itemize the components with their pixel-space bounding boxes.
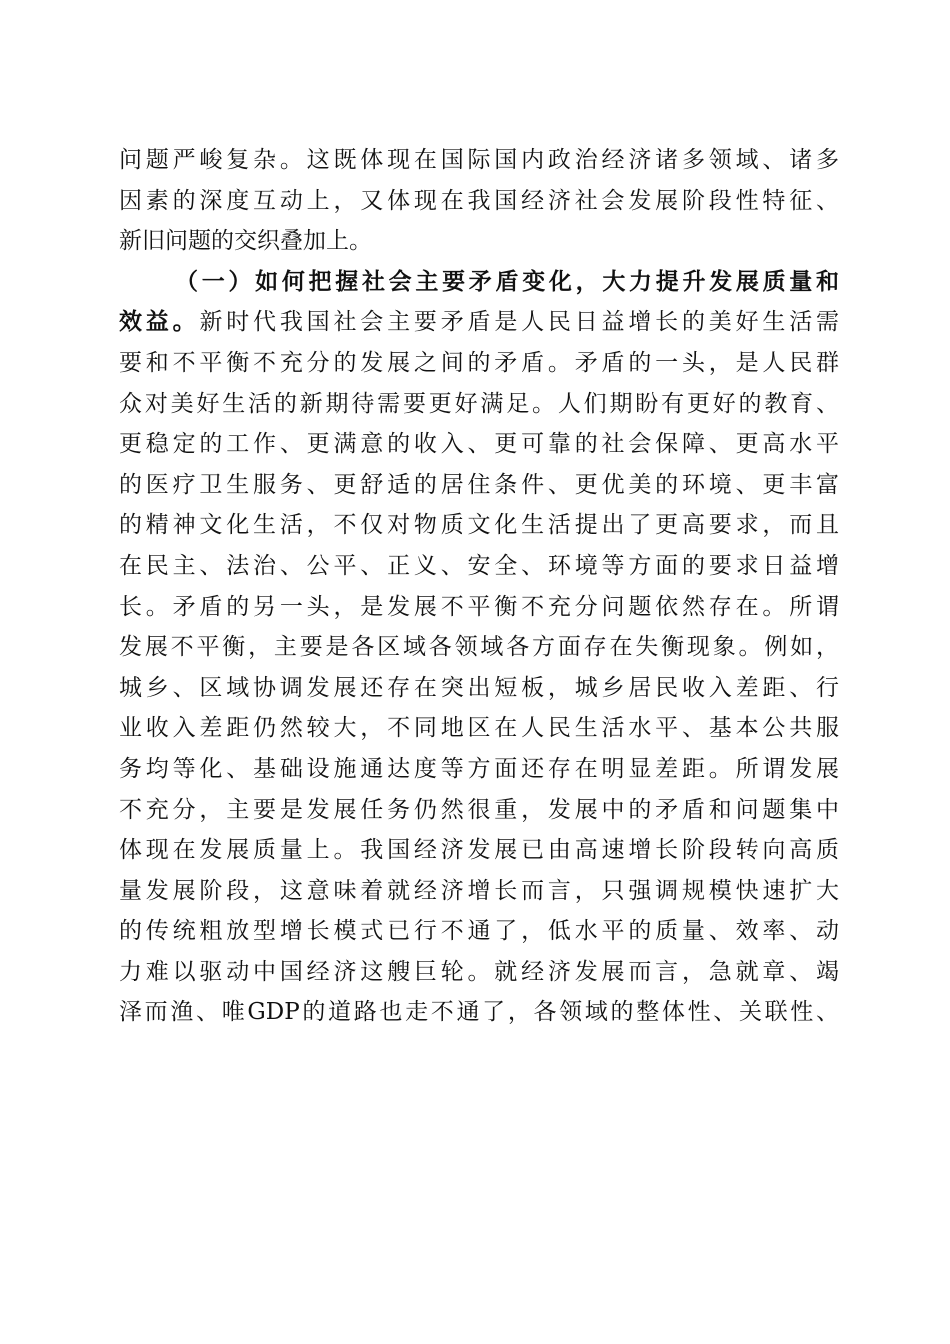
text-line: 泽而渔、唯GDP的道路也走不通了，各领域的整体性、关联性、: [119, 999, 839, 1026]
text-line: 务均等化、基础设施通达度等方面还存在明显差距。所谓发展: [119, 755, 839, 782]
text-line: 量发展阶段，这意味着就经济增长而言，只强调规模快速扩大: [119, 877, 839, 904]
text-line-rest: 新时代我国社会主要矛盾是人民日益增长的美好生活需: [199, 309, 840, 336]
text-line: 不充分，主要是发展任务仍然很重，发展中的矛盾和问题集中: [119, 796, 839, 823]
section-heading-end: 效益。: [119, 308, 200, 336]
text-line: 城乡、区域协调发展还存在突出短板，城乡居民收入差距、行: [119, 674, 839, 701]
text-line: [119, 302, 839, 343]
text-line: 新旧问题的交织叠加上。: [119, 228, 372, 255]
text-line: 问题严峻复杂。这既体现在国际国内政治经济诸多领域、诸多: [119, 147, 839, 173]
text-line: 的医疗卫生服务、更舒适的居住条件、更优美的环境、更丰富: [119, 471, 839, 498]
body-text: [119, 140, 839, 1033]
text-line: 要和不平衡不充分的发展之间的矛盾。矛盾的一头，是人民群: [119, 349, 839, 376]
text-line: 长。矛盾的另一头，是发展不平衡不充分问题依然存在。所谓: [119, 593, 839, 620]
section-heading: （一）如何把握社会主要矛盾变化，大力提升发展质量和: [175, 267, 839, 295]
text-line: 因素的深度互动上，又体现在我国经济社会发展阶段性特征、: [119, 187, 839, 214]
text-line: 的传统粗放型增长模式已行不通了，低水平的质量、效率、动: [119, 918, 839, 945]
text-line: 业收入差距仍然较大，不同地区在人民生活水平、基本公共服: [119, 715, 839, 742]
text-line: 在民主、法治、公平、正义、安全、环境等方面的要求日益增: [119, 552, 839, 579]
text-line: 发展不平衡，主要是各区域各领域各方面存在失衡现象。例如，: [119, 634, 839, 661]
text-line: 力难以驱动中国经济这艘巨轮。就经济发展而言，急就章、竭: [119, 958, 839, 985]
text-line: 更稳定的工作、更满意的收入、更可靠的社会保障、更高水平: [119, 431, 839, 458]
text-line: 的精神文化生活，不仅对物质文化生活提出了更高要求，而且: [119, 512, 839, 539]
text-line: 众对美好生活的新期待需要更好满足。人们期盼有更好的教育、: [119, 390, 839, 417]
text-line: 体现在发展质量上。我国经济发展已由高速增长阶段转向高质: [119, 837, 839, 864]
